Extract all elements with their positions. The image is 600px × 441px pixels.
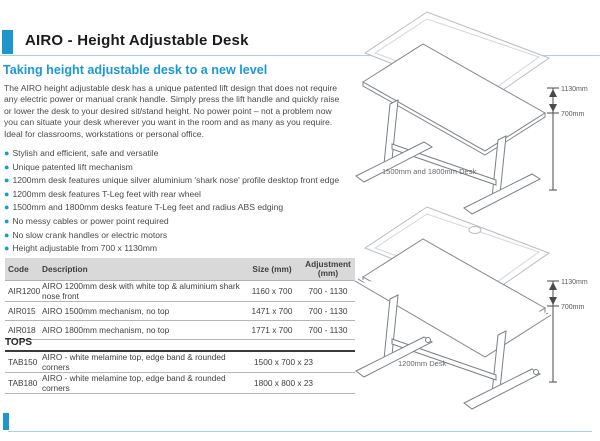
table-header-row [5, 258, 355, 281]
cell-size: 1160 x 700 [243, 281, 301, 302]
cell-size: 1500 x 700 x 23 [251, 352, 355, 373]
cell-description: AIRO - white melamine top, edge band & rounded corners [39, 373, 251, 394]
cell-description: AIRO 1200mm desk with white top & aluminium shark nose front [39, 281, 243, 302]
bullet-icon: ● [4, 188, 10, 199]
bullet-icon: ● [4, 229, 10, 240]
column-header-adjustment: Adjustment (mm) [301, 258, 355, 281]
table-row [5, 352, 355, 373]
page-title: AIRO - Height Adjustable Desk [25, 32, 249, 49]
feature-item: ● No messy cables or power point required [4, 215, 169, 226]
feature-item: ● 1200mm desk features T-Leg feet with rear wheel [4, 188, 201, 199]
tops-table [5, 352, 355, 394]
cell-code: TAB150 [5, 352, 39, 373]
bullet-icon: ● [4, 215, 10, 226]
table-row [5, 302, 355, 321]
cell-size: 1471 x 700 [243, 302, 301, 321]
table-row [5, 373, 355, 394]
arrow-down-icon [549, 104, 557, 112]
cell-size: 1771 x 700 [243, 321, 301, 340]
desk-caption: 1200mm Desk [398, 359, 447, 368]
cell-code: TAB180 [5, 373, 39, 394]
table-row [5, 281, 355, 302]
bullet-icon: ● [4, 243, 10, 254]
feature-item: ● Height adjustable from 700 x 1130mm [4, 243, 158, 254]
cell-adjustment: 700 - 1130 [301, 321, 355, 340]
dimension-label-700: 700mm [561, 111, 585, 118]
footer-divider [8, 431, 592, 432]
desk-leg-left [384, 100, 398, 164]
dimension-label-1130: 1130mm [561, 86, 588, 93]
bullet-icon: ● [4, 148, 10, 158]
lift-handle [469, 227, 481, 234]
feature-list [4, 147, 349, 256]
arrow-up-icon [549, 89, 557, 97]
feature-item: ● No slow crank handles or electric motors [4, 229, 168, 240]
desk-foot-right [464, 369, 540, 409]
rear-wheel [426, 338, 431, 343]
feature-item: ● 1200mm desk features unique silver aluminium 'shark nose' profile desktop front edge [4, 175, 340, 186]
column-header-size: Size (mm) [243, 258, 301, 281]
feature-item: ● 1500mm and 1800mm desks feature T-Leg feet and radius ABS edging [4, 202, 284, 213]
cell-adjustment: 700 - 1130 [301, 281, 355, 302]
dimension-label-700: 700mm [561, 304, 585, 311]
arrow-down-icon [549, 297, 557, 305]
feature-item: ● Stylish and efficient, safe and versatile [4, 148, 159, 158]
table-row [5, 321, 355, 340]
cell-size: 1800 x 800 x 23 [251, 373, 355, 394]
arrow-up-icon [549, 282, 557, 290]
footer-accent-block [3, 413, 9, 430]
bullet-icon: ● [4, 175, 10, 186]
bullet-icon: ● [4, 202, 10, 213]
cell-description: AIRO 1500mm mechanism, no top [39, 302, 243, 321]
rear-wheel [534, 370, 539, 375]
cell-code: AIR018 [5, 321, 39, 340]
column-header-description: Description [39, 258, 243, 281]
bullet-icon: ● [4, 161, 10, 172]
intro-paragraph: The AIRO height adjustable desk has a unique patented lift design that does not require any electric power or manual crank handle. Simply press the lift handle and quickly raise or lower the desk to your desired sit/stand height. No power point – not a problem now you can situate your desk wherever you want in the room and as many as you require. Ideal for classrooms, workstations or personal office. [4, 83, 340, 139]
products-table [5, 258, 355, 340]
desk-leg-left [384, 295, 398, 359]
cell-description: AIRO - white melamine top, edge band & rounded corners [39, 352, 251, 373]
brand-accent-block [2, 30, 13, 54]
column-header-code: Code [5, 258, 39, 281]
cell-code: AIR1200 [5, 281, 39, 302]
intro-heading: Taking height adjustable desk to a new level [3, 63, 268, 77]
desk-diagram-1500-1800 [344, 4, 600, 220]
cell-adjustment: 700 - 1130 [301, 302, 355, 321]
feature-item: ● Unique patented lift mechanism [4, 161, 133, 172]
desk-caption: 1500mm and 1800mm Desk [382, 167, 477, 176]
cell-code: AIR015 [5, 302, 39, 321]
cell-description: AIRO 1800mm mechanism, no top [39, 321, 243, 340]
dimension-label-1130: 1130mm [561, 279, 588, 286]
tops-section-heading: TOPS [5, 337, 33, 348]
desk-diagram-1200 [344, 200, 600, 420]
